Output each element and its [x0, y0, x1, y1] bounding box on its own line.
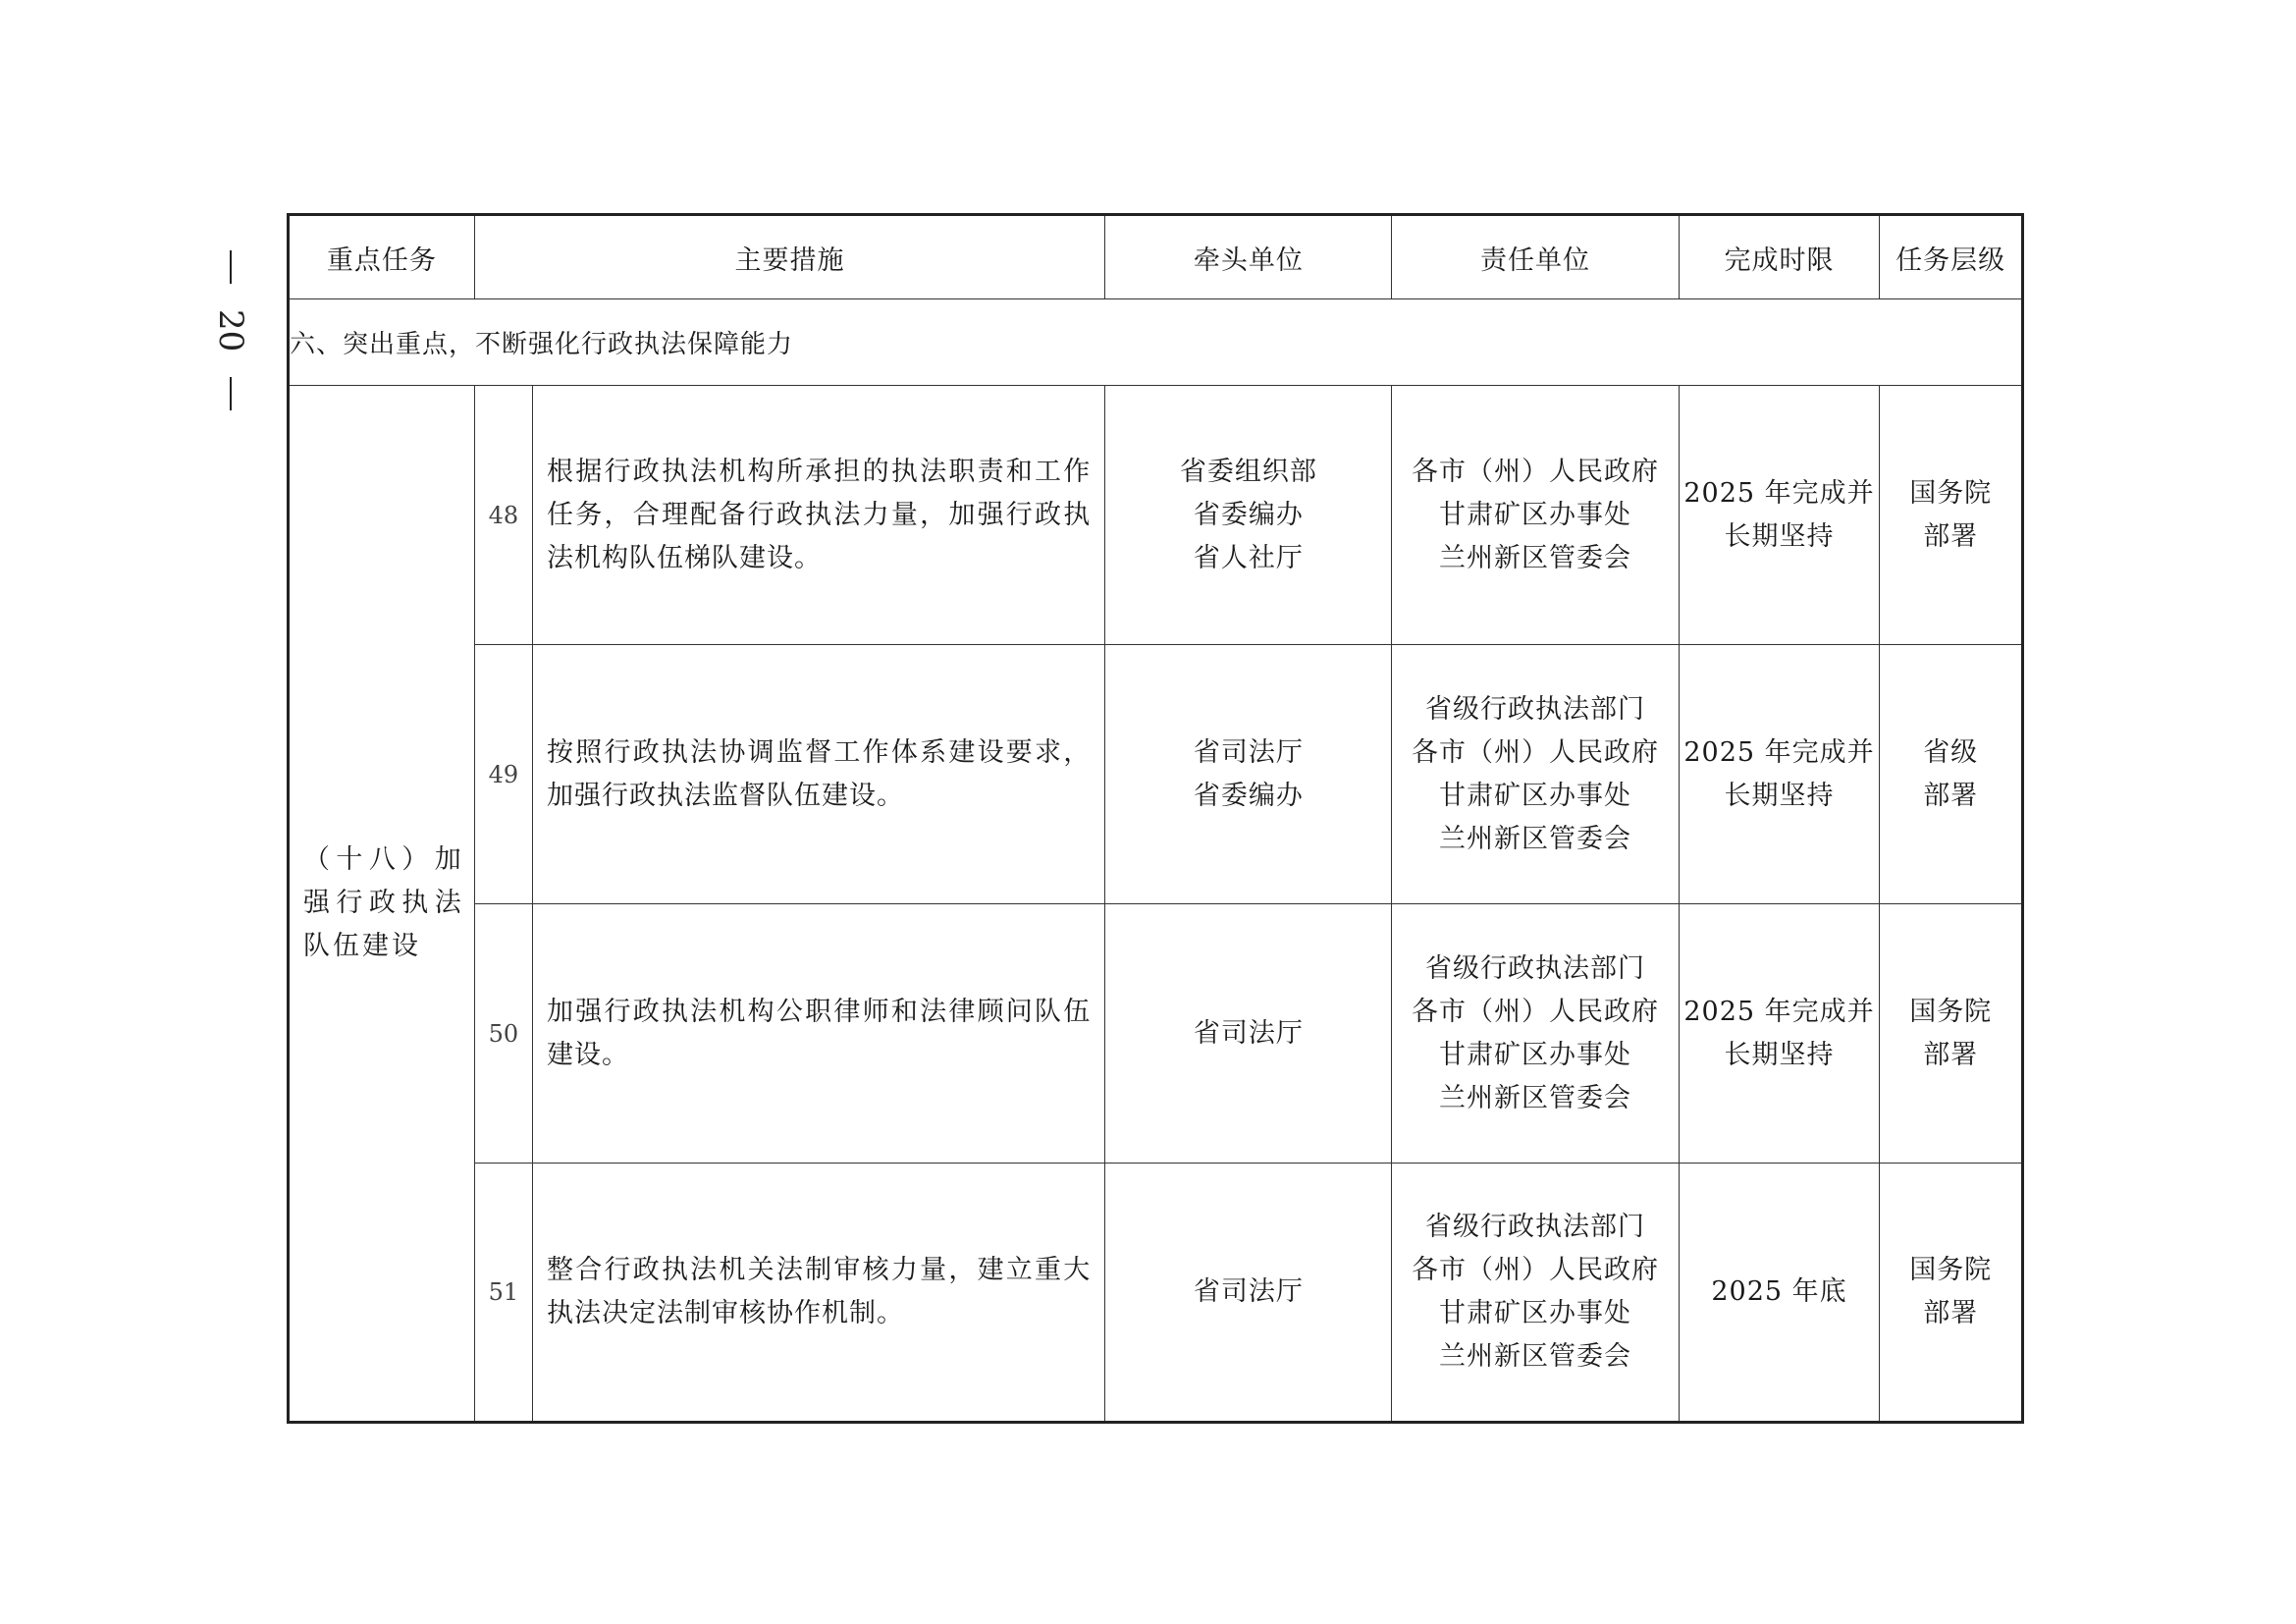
task-table	[287, 213, 2024, 1424]
responsible-unit: 省级行政执法部门	[1425, 952, 1646, 984]
lead-unit: 省司法厅	[1193, 736, 1304, 768]
table-header-row	[289, 215, 2023, 299]
header-level: 任务层级	[1880, 215, 2023, 299]
lead-unit: 省司法厅	[1193, 1017, 1304, 1049]
measure-text: 加强行政执法机构公职律师和法律顾问队伍建设。	[532, 904, 1104, 1164]
header-task: 重点任务	[289, 215, 475, 299]
deadline-line: 长期坚持	[1724, 520, 1835, 552]
page-number-text: 20	[211, 309, 250, 352]
table-row	[289, 645, 2023, 904]
deadline	[1679, 904, 1880, 1164]
section-row	[289, 299, 2023, 386]
header-deadline: 完成时限	[1679, 215, 1880, 299]
responsible-unit: 省级行政执法部门	[1425, 1212, 1646, 1242]
table-row	[289, 386, 2023, 645]
table-row	[289, 904, 2023, 1164]
responsible-unit: 省级行政执法部门	[1425, 693, 1646, 725]
lead-unit: 省人社厅	[1193, 542, 1304, 573]
deadline-line: 长期坚持	[1724, 1039, 1835, 1070]
responsible-unit: 兰州新区管委会	[1439, 1082, 1632, 1113]
responsible-unit: 兰州新区管委会	[1439, 542, 1632, 573]
deadline-line: 2025 年完成并	[1683, 736, 1875, 768]
deadline	[1679, 1164, 1880, 1423]
lead-units	[1105, 904, 1392, 1164]
row-number: 51	[474, 1164, 532, 1423]
header-measures: 主要措施	[474, 215, 1105, 299]
deadline-line: 2025 年完成并	[1683, 477, 1875, 509]
deadline	[1679, 386, 1880, 645]
level-line: 国务院	[1909, 477, 1993, 509]
lead-unit: 省委编办	[1193, 499, 1304, 530]
responsible-unit: 兰州新区管委会	[1439, 823, 1632, 854]
responsible-unit: 甘肃矿区办事处	[1439, 1039, 1632, 1070]
responsible-units	[1392, 386, 1679, 645]
level-line: 部署	[1923, 1039, 1979, 1070]
responsible-units	[1392, 645, 1679, 904]
section-title: 六、突出重点，不断强化行政执法保障能力	[289, 299, 2023, 386]
row-number: 50	[474, 904, 532, 1164]
measure-text: 按照行政执法协调监督工作体系建设要求，加强行政执法监督队伍建设。	[532, 645, 1104, 904]
task-level	[1880, 386, 2023, 645]
responsible-unit: 甘肃矿区办事处	[1439, 499, 1632, 530]
row-number: 48	[474, 386, 532, 645]
lead-unit: 省委编办	[1193, 780, 1304, 811]
measure-text: 根据行政执法机构所承担的执法职责和工作任务，合理配备行政执法力量，加强行政执法机构队伍梯队建设。	[532, 386, 1104, 645]
responsible-unit: 各市（州）人民政府	[1412, 736, 1660, 768]
row-number: 49	[474, 645, 532, 904]
task-level	[1880, 645, 2023, 904]
deadline-line: 长期坚持	[1724, 780, 1835, 811]
task-level	[1880, 904, 2023, 1164]
header-lead: 牵头单位	[1105, 215, 1392, 299]
lead-units	[1105, 386, 1392, 645]
deadline	[1679, 645, 1880, 904]
task-level	[1880, 1164, 2023, 1423]
level-line: 国务院	[1909, 996, 1993, 1027]
responsible-unit: 各市（州）人民政府	[1412, 456, 1660, 487]
responsible-units	[1392, 904, 1679, 1164]
responsible-unit: 甘肃矿区办事处	[1439, 780, 1632, 811]
responsible-unit: 甘肃矿区办事处	[1439, 1298, 1632, 1328]
page-number	[201, 250, 260, 427]
page-number-dash-top	[230, 250, 232, 284]
level-line: 国务院	[1909, 1255, 1993, 1285]
responsible-unit: 各市（州）人民政府	[1412, 996, 1660, 1027]
page-number-dash-bottom	[230, 377, 232, 410]
table-row	[289, 1164, 2023, 1423]
deadline-line: 2025 年底	[1711, 1276, 1847, 1307]
level-line: 部署	[1923, 780, 1979, 811]
level-line: 省级	[1923, 736, 1979, 768]
lead-unit: 省委组织部	[1179, 456, 1317, 487]
level-line: 部署	[1923, 1298, 1979, 1328]
lead-units	[1105, 1164, 1392, 1423]
header-responsible: 责任单位	[1392, 215, 1679, 299]
responsible-units	[1392, 1164, 1679, 1423]
group-label: （十八）加强行政执法队伍建设	[289, 386, 475, 1423]
deadline-line: 2025 年完成并	[1683, 996, 1875, 1027]
lead-units	[1105, 645, 1392, 904]
responsible-unit: 兰州新区管委会	[1439, 1341, 1632, 1372]
measure-text: 整合行政执法机关法制审核力量，建立重大执法决定法制审核协作机制。	[532, 1164, 1104, 1423]
lead-unit: 省司法厅	[1193, 1276, 1304, 1307]
responsible-unit: 各市（州）人民政府	[1412, 1255, 1660, 1285]
level-line: 部署	[1923, 520, 1979, 552]
